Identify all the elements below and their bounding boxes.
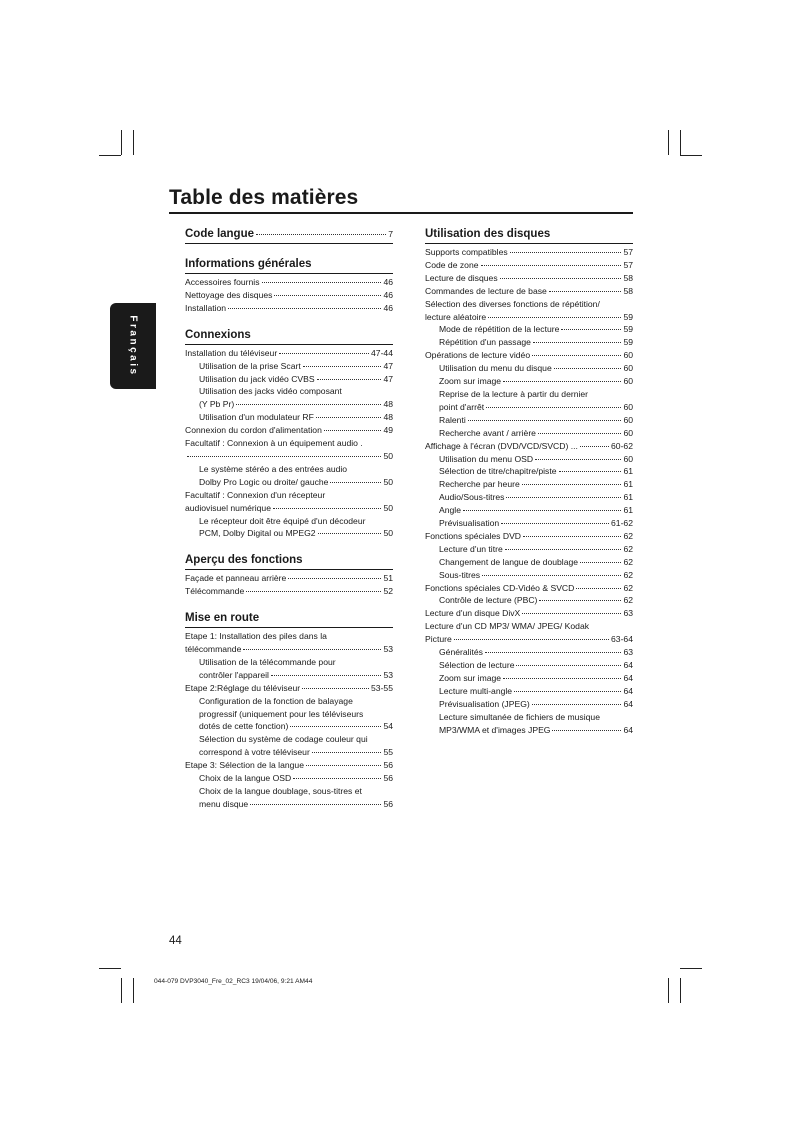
dot-leader xyxy=(302,688,369,689)
dot-leader xyxy=(559,471,622,472)
toc-entry[interactable] xyxy=(185,302,393,315)
dot-leader xyxy=(485,652,621,653)
toc-page-number: 60-62 xyxy=(611,440,633,451)
crop-mark xyxy=(99,155,121,156)
crop-mark xyxy=(680,155,702,156)
toc-entry[interactable] xyxy=(425,298,633,311)
toc-subentry[interactable] xyxy=(185,695,393,708)
toc-left-sections xyxy=(185,256,393,811)
toc-section xyxy=(185,552,393,598)
dot-leader xyxy=(505,549,622,550)
toc-entry-label: Prévisualisation (JPEG) xyxy=(439,698,530,709)
toc-page-number: 58 xyxy=(623,285,633,296)
toc-entry[interactable] xyxy=(425,633,633,646)
toc-subentry[interactable] xyxy=(425,504,633,517)
toc-section-heading[interactable]: Connexions xyxy=(185,327,393,345)
toc-page-number: 60 xyxy=(623,363,633,374)
toc-subentry[interactable] xyxy=(425,491,633,504)
toc-page-number: 62 xyxy=(623,569,633,580)
dot-leader xyxy=(463,510,621,511)
toc-right-sections xyxy=(425,226,633,736)
toc-page-number: 60 xyxy=(623,427,633,438)
toc-entry-label: Affichage à l'écran (DVD/VCD/SVCD) ... xyxy=(425,440,578,451)
dot-leader xyxy=(516,665,621,666)
toc-entry[interactable] xyxy=(185,643,393,656)
toc-entry-label: Etape 2:Réglage du téléviseur xyxy=(185,682,301,693)
toc-page-number: 60 xyxy=(623,453,633,464)
toc-page-number: 59 xyxy=(623,324,633,335)
dot-leader xyxy=(290,726,381,727)
toc-entry-label: télécommande xyxy=(185,644,242,655)
toc-entry-label: Utilisation du menu du disque xyxy=(439,363,552,374)
toc-subentry[interactable] xyxy=(185,373,393,386)
toc-entry-label: menu disque xyxy=(199,798,249,809)
page-title: Table des matières xyxy=(169,186,359,209)
toc-page-number: 64 xyxy=(623,672,633,683)
toc-entry[interactable] xyxy=(185,450,393,463)
toc-entry-label: Le récepteur doit être équipé d'un décodeur xyxy=(199,515,366,526)
toc-page-number: 60 xyxy=(623,414,633,425)
toc-subentry[interactable] xyxy=(185,669,393,682)
crop-mark xyxy=(680,968,702,969)
toc-page-number: 50 xyxy=(383,450,393,461)
dot-leader xyxy=(522,484,622,485)
dot-leader xyxy=(454,639,609,640)
toc-subentry[interactable] xyxy=(425,698,633,711)
toc-page-number: 53-55 xyxy=(371,682,393,693)
toc-entry-label: dotés de cette fonction) xyxy=(199,721,289,732)
toc-entry-label: Angle xyxy=(439,505,461,516)
dot-leader xyxy=(539,600,621,601)
toc-section-heading[interactable]: Aperçu des fonctions xyxy=(185,552,393,570)
dot-leader xyxy=(503,381,621,382)
toc-subentry[interactable] xyxy=(425,336,633,349)
toc-page-number: 61 xyxy=(623,505,633,516)
dot-leader xyxy=(486,407,621,408)
dot-leader xyxy=(514,691,621,692)
toc-page-number: 60 xyxy=(623,350,633,361)
toc-entry[interactable] xyxy=(425,311,633,324)
toc-subentry[interactable] xyxy=(425,543,633,556)
toc-page-number: 61 xyxy=(623,492,633,503)
dot-leader xyxy=(288,578,381,579)
toc-entry-label: Etape 1: Installation des piles dans la xyxy=(185,631,327,642)
toc-section xyxy=(185,327,393,541)
toc-entry[interactable] xyxy=(185,682,393,695)
title-rule xyxy=(169,212,633,214)
toc-entry-label: Opérations de lecture vidéo xyxy=(425,350,531,361)
toc-page-number: 49 xyxy=(383,425,393,436)
toc-entry[interactable] xyxy=(425,272,633,285)
toc-subentry[interactable] xyxy=(185,708,393,721)
toc-entry-label: audiovisuel numérique xyxy=(185,502,271,513)
toc-page-number: 47 xyxy=(383,360,393,371)
dot-leader xyxy=(243,649,381,650)
dot-leader xyxy=(246,591,381,592)
toc-page-number: 46 xyxy=(383,289,393,300)
print-footer: 044-079 DVP3040_Fre_02_RC3 19/04/06, 9:21 AM44 xyxy=(154,978,313,985)
toc-entry-label: Recherche avant / arrière xyxy=(439,427,536,438)
toc-subentry[interactable] xyxy=(425,711,633,724)
dot-leader xyxy=(256,234,386,235)
dot-leader xyxy=(532,355,621,356)
toc-page-number: 56 xyxy=(383,798,393,809)
toc-subentry[interactable] xyxy=(185,527,393,540)
toc-page-number: 60 xyxy=(623,401,633,412)
toc-subentry[interactable] xyxy=(425,401,633,414)
toc-entry-label: progressif (uniquement pour les téléviseurs xyxy=(199,708,364,719)
toc-entry-label: Choix de la langue doublage, sous-titres et xyxy=(199,786,362,796)
toc-entry-label: Configuration de la fonction de balayage xyxy=(199,695,353,706)
toc-subentry[interactable] xyxy=(425,427,633,440)
dot-leader xyxy=(523,536,621,537)
toc-page-number: 47 xyxy=(383,373,393,384)
dot-leader xyxy=(330,482,381,483)
toc-entry-label: Commandes de lecture de base xyxy=(425,285,547,296)
toc-entry-label: Reprise de la lecture à partir du dernier xyxy=(439,388,589,399)
crop-mark xyxy=(680,978,681,1003)
dot-leader xyxy=(236,404,381,405)
dot-leader xyxy=(561,329,621,330)
dot-leader xyxy=(580,446,609,447)
toc-page-number: 62 xyxy=(623,582,633,593)
toc-entry-label: Utilisation du jack vidéo CVBS xyxy=(199,373,315,384)
toc-entry[interactable] xyxy=(185,289,393,302)
dot-leader xyxy=(293,778,381,779)
toc-page-number: 58 xyxy=(623,272,633,283)
toc-entry-label: correspond à votre téléviseur xyxy=(199,747,310,758)
toc-subentry[interactable] xyxy=(425,388,633,401)
crop-mark xyxy=(668,978,669,1003)
dot-leader xyxy=(468,420,622,421)
toc-page-number: 7 xyxy=(388,229,393,239)
toc-entry-label: (Y Pb Pr) xyxy=(199,399,235,410)
toc-right-column xyxy=(425,226,633,748)
page-number: 44 xyxy=(169,935,182,947)
toc-entry-label: Lecture de disques xyxy=(425,272,498,283)
toc-entry-label: Contrôle de lecture (PBC) xyxy=(439,595,538,606)
toc-entry-label: contrôler l'appareil xyxy=(199,669,269,680)
toc-subentry[interactable] xyxy=(185,476,393,489)
toc-subentry[interactable] xyxy=(425,375,633,388)
toc-page-number: 63 xyxy=(623,647,633,658)
crop-mark xyxy=(121,130,122,155)
toc-subentry[interactable] xyxy=(185,398,393,411)
toc-section xyxy=(425,226,633,736)
toc-subentry[interactable] xyxy=(185,733,393,746)
toc-subentry[interactable] xyxy=(425,556,633,569)
toc-entry-label: Utilisation d'un modulateur RF xyxy=(199,412,314,423)
dot-leader xyxy=(522,613,621,614)
toc-section-heading[interactable]: Informations générales xyxy=(185,256,393,274)
toc-subentry[interactable] xyxy=(185,385,393,398)
toc-page-number: 62 xyxy=(623,530,633,541)
toc-entry-label: Sélection du système de codage couleur qui xyxy=(199,734,368,745)
crop-mark xyxy=(133,978,134,1003)
crop-mark xyxy=(668,130,669,155)
toc-entry-label: Télécommande xyxy=(185,586,245,597)
toc-entry[interactable] xyxy=(185,276,393,289)
toc-entry[interactable] xyxy=(185,347,393,360)
dot-leader xyxy=(482,575,621,576)
toc-subentry[interactable] xyxy=(425,478,633,491)
toc-page-number: 46 xyxy=(383,302,393,313)
dot-leader xyxy=(274,295,381,296)
toc-entry-label: Recherche par heure xyxy=(439,479,520,490)
toc-entry-label: Etape 3: Sélection de la langue xyxy=(185,760,304,771)
dot-leader xyxy=(506,497,621,498)
toc-page-number: 59 xyxy=(623,311,633,322)
dot-leader xyxy=(271,675,381,676)
toc-page-number: 50 xyxy=(383,502,393,513)
toc-entry-label: lecture aléatoire xyxy=(425,311,487,322)
toc-entry-label: Ralenti xyxy=(439,414,466,425)
toc-subentry[interactable] xyxy=(185,360,393,373)
toc-entry-label: point d'arrêt xyxy=(439,401,485,412)
toc-subentry[interactable] xyxy=(185,463,393,476)
toc-entry-label: Façade et panneau arrière xyxy=(185,573,287,584)
toc-subentry[interactable] xyxy=(425,672,633,685)
toc-entry-label: Code de zone xyxy=(425,259,479,270)
toc-page-number: 55 xyxy=(383,747,393,758)
dot-leader xyxy=(316,417,382,418)
crop-mark xyxy=(121,978,122,1003)
toc-entry-label: Connexion du cordon d'alimentation xyxy=(185,425,322,436)
toc-page-number: 53 xyxy=(383,644,393,655)
language-tab xyxy=(110,303,156,389)
toc-entry-label: Sélection de lecture xyxy=(439,660,515,670)
dot-leader xyxy=(303,366,382,367)
toc-entry[interactable] xyxy=(425,530,633,543)
toc-page-number: 61 xyxy=(623,466,633,477)
toc-page-number: 64 xyxy=(623,724,633,735)
toc-page-number: 62 xyxy=(623,543,633,554)
crop-mark xyxy=(99,968,121,969)
toc-entry-label: Lecture simultanée de fichiers de musique xyxy=(439,711,600,722)
toc-subentry[interactable] xyxy=(185,785,393,798)
toc-entry-label: Fonctions spéciales CD-Vidéo & SVCD xyxy=(425,582,575,593)
toc-entry-label: Utilisation des jacks vidéo composant xyxy=(199,386,342,397)
toc-page-number: 48 xyxy=(383,412,393,423)
toc-entry-label: Sélection des diverses fonctions de répétition/ xyxy=(425,298,600,309)
toc-entry-label: Lecture d'un CD MP3/ WMA/ JPEG/ Kodak xyxy=(425,621,590,632)
dot-leader xyxy=(262,282,382,283)
toc-entry-label: Utilisation de la télécommande pour xyxy=(199,656,336,667)
dot-leader xyxy=(576,588,621,589)
toc-subentry[interactable] xyxy=(425,594,633,607)
dot-leader xyxy=(187,456,381,457)
crop-mark xyxy=(680,130,681,155)
toc-entry-label: Supports compatibles xyxy=(425,247,508,257)
toc-subentry[interactable] xyxy=(185,515,393,528)
toc-entry-label: Changement de langue de doublage xyxy=(439,556,579,567)
toc-entry-label: Lecture d'un disque DivX xyxy=(425,608,521,619)
toc-entry-label: Sélection de titre/chapitre/piste xyxy=(439,466,557,477)
dot-leader xyxy=(488,317,621,318)
toc-entry-label: Zoom sur image xyxy=(439,376,502,387)
toc-subentry[interactable] xyxy=(425,659,633,672)
toc-entry-label: Utilisation du menu OSD xyxy=(439,453,534,464)
toc-code-langue[interactable] xyxy=(185,226,393,244)
toc-page-number: 59 xyxy=(623,337,633,348)
toc-entry[interactable] xyxy=(425,285,633,298)
toc-page-number: 51 xyxy=(383,573,393,584)
toc-page-number: 60 xyxy=(623,376,633,387)
toc-entry-label: Fonctions spéciales DVD xyxy=(425,530,522,541)
toc-page-number: 64 xyxy=(623,685,633,696)
toc-page-number: 47-44 xyxy=(371,347,393,358)
toc-page-number: 62 xyxy=(623,595,633,606)
dot-leader xyxy=(580,562,621,563)
toc-page-number: 63-64 xyxy=(611,634,633,645)
toc-entry-label: Lecture d'un titre xyxy=(439,543,503,554)
toc-entry-label: Nettoyage des disques xyxy=(185,289,273,300)
toc-entry-label: Installation xyxy=(185,302,227,313)
toc-subentry[interactable] xyxy=(425,323,633,336)
toc-section xyxy=(185,610,393,811)
dot-leader xyxy=(250,804,381,805)
toc-entry[interactable] xyxy=(185,489,393,502)
toc-page-number: 52 xyxy=(383,586,393,597)
toc-entry[interactable] xyxy=(185,502,393,515)
toc-subentry[interactable] xyxy=(185,746,393,759)
toc-entry[interactable] xyxy=(425,246,633,259)
toc-page-number: 54 xyxy=(383,721,393,732)
toc-section xyxy=(185,256,393,315)
toc-page-number: 56 xyxy=(383,760,393,771)
toc-section-heading[interactable]: Mise en route xyxy=(185,610,393,628)
toc-subentry[interactable] xyxy=(185,656,393,669)
toc-page-number: 53 xyxy=(383,669,393,680)
toc-page-number: 61-62 xyxy=(611,518,633,529)
toc-entry-label: MP3/WMA et d'images JPEG xyxy=(439,724,551,735)
toc-subentry[interactable] xyxy=(185,798,393,811)
toc-subentry[interactable] xyxy=(425,453,633,466)
toc-page-number: 56 xyxy=(383,773,393,784)
toc-page-number: 62 xyxy=(623,556,633,567)
crop-mark xyxy=(133,130,134,155)
dot-leader xyxy=(500,278,622,279)
toc-page-number: 57 xyxy=(623,259,633,270)
toc-entry[interactable] xyxy=(425,607,633,620)
toc-entry-label: Dolby Pro Logic ou droite/ gauche xyxy=(199,476,329,487)
dot-leader xyxy=(533,342,621,343)
toc-page-number: 63 xyxy=(623,608,633,619)
toc-entry-label: Le système stéréo a des entrées audio xyxy=(199,463,348,474)
toc-page-number: 64 xyxy=(623,660,633,670)
dot-leader xyxy=(318,533,382,534)
toc-entry[interactable] xyxy=(425,440,633,453)
toc-entry[interactable] xyxy=(185,572,393,585)
toc-entry-label: Accessoires fournis xyxy=(185,277,260,287)
toc-entry-label: PCM, Dolby Digital ou MPEG2 xyxy=(199,528,316,539)
toc-entry-label: Installation du téléviseur xyxy=(185,347,278,358)
toc-page-number: 46 xyxy=(383,277,393,287)
dot-leader xyxy=(324,430,382,431)
toc-page-number: 57 xyxy=(623,247,633,257)
dot-leader xyxy=(273,508,381,509)
toc-subentry[interactable] xyxy=(425,724,633,737)
dot-leader xyxy=(228,308,381,309)
dot-leader xyxy=(549,291,622,292)
toc-subentry[interactable] xyxy=(185,720,393,733)
toc-subentry[interactable] xyxy=(185,411,393,424)
toc-entry-label: Picture xyxy=(425,634,452,645)
toc-page-number: 50 xyxy=(383,476,393,487)
dot-leader xyxy=(510,252,622,253)
toc-subentry[interactable] xyxy=(185,772,393,785)
toc-subentry[interactable] xyxy=(425,517,633,530)
toc-left-column xyxy=(185,226,393,823)
dot-leader xyxy=(279,353,369,354)
toc-subentry[interactable] xyxy=(425,414,633,427)
toc-section-heading[interactable]: Utilisation des disques xyxy=(425,226,633,244)
toc-page-number: 48 xyxy=(383,399,393,410)
toc-entry[interactable] xyxy=(185,759,393,772)
toc-entry[interactable] xyxy=(185,437,393,450)
toc-entry-label: Zoom sur image xyxy=(439,672,502,683)
dot-leader xyxy=(538,433,621,434)
toc-entry[interactable] xyxy=(425,349,633,362)
toc-entry-label: Lecture multi-angle xyxy=(439,685,513,696)
toc-entry-label: Généralités xyxy=(439,647,483,658)
toc-entry[interactable] xyxy=(425,259,633,272)
dot-leader xyxy=(312,752,382,753)
toc-entry[interactable] xyxy=(425,582,633,595)
toc-page-number: 61 xyxy=(623,479,633,490)
dot-leader xyxy=(503,678,621,679)
dot-leader xyxy=(317,379,382,380)
toc-subentry[interactable] xyxy=(425,465,633,478)
toc-subentry[interactable] xyxy=(425,685,633,698)
dot-leader xyxy=(306,765,381,766)
toc-entry-label: Répétition d'un passage xyxy=(439,337,531,348)
toc-subentry[interactable] xyxy=(425,569,633,582)
toc-entry-label: Facultatif : Connexion d'un récepteur xyxy=(185,489,326,500)
dot-leader xyxy=(535,459,621,460)
toc-entry-label: Mode de répétition de la lecture xyxy=(439,324,560,335)
language-tab-label: Français xyxy=(127,315,139,377)
dot-leader xyxy=(552,730,621,731)
dot-leader xyxy=(501,523,609,524)
toc-page-number: 50 xyxy=(383,528,393,539)
toc-entry-label: Audio/Sous-titres xyxy=(439,492,505,503)
dot-leader xyxy=(554,368,622,369)
toc-entry-label: Facultatif : Connexion à un équipement audio . xyxy=(185,438,363,449)
dot-leader xyxy=(532,704,622,705)
toc-subentry[interactable] xyxy=(425,646,633,659)
toc-entry[interactable] xyxy=(185,630,393,643)
dot-leader xyxy=(481,265,622,266)
toc-entry-label: Choix de la langue OSD xyxy=(199,773,292,784)
toc-subentry[interactable] xyxy=(425,362,633,375)
toc-entry-label: Utilisation de la prise Scart xyxy=(199,360,301,371)
toc-entry[interactable] xyxy=(185,585,393,598)
toc-entry[interactable] xyxy=(185,424,393,437)
toc-entry-label: Prévisualisation xyxy=(439,518,500,529)
toc-page-number: 64 xyxy=(623,698,633,709)
toc-entry-label: Sous-titres xyxy=(439,569,481,580)
toc-heading-label: Code langue xyxy=(185,228,255,240)
toc-entry[interactable] xyxy=(425,620,633,633)
